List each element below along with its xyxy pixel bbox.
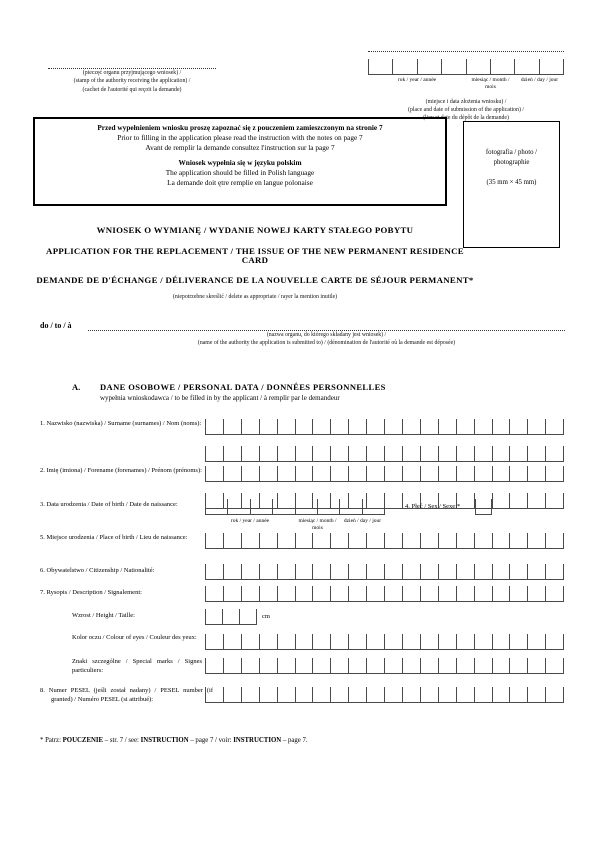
comb-cell bbox=[438, 446, 456, 461]
surname-comb-row2[interactable] bbox=[205, 446, 564, 462]
footnote-text: – str. 7 / see: bbox=[103, 737, 141, 744]
comb-cell bbox=[205, 499, 227, 514]
comb-cell bbox=[384, 493, 402, 508]
comb-cell bbox=[392, 59, 416, 74]
comb-cell bbox=[366, 533, 384, 548]
comb-cell bbox=[509, 533, 527, 548]
comb-cell bbox=[295, 446, 313, 461]
comb-cell bbox=[312, 564, 330, 579]
comb-cell bbox=[277, 419, 295, 434]
comb-cell bbox=[227, 499, 249, 514]
field-label-description: 7. Rysopis / Description / Signalement: bbox=[40, 589, 142, 596]
comb-cell bbox=[362, 499, 384, 514]
comb-cell bbox=[441, 59, 465, 74]
comb-cell bbox=[384, 466, 402, 481]
surname-comb-row1[interactable] bbox=[205, 419, 564, 435]
comb-cell bbox=[475, 499, 491, 514]
comb-cell bbox=[420, 446, 438, 461]
stamp-fill-line[interactable] bbox=[48, 61, 216, 69]
comb-cell bbox=[259, 586, 277, 601]
comb-cell bbox=[312, 446, 330, 461]
comb-cell bbox=[402, 658, 420, 673]
comb-cell bbox=[384, 419, 402, 434]
comb-cell bbox=[527, 533, 545, 548]
comb-cell bbox=[205, 609, 222, 624]
citizenship-comb[interactable] bbox=[205, 564, 564, 580]
comb-cell bbox=[490, 59, 514, 74]
comb-cell bbox=[539, 59, 563, 74]
comb-cell bbox=[492, 493, 510, 508]
date-label-year: rok / year / année bbox=[230, 518, 270, 524]
special-marks-comb[interactable] bbox=[205, 658, 564, 674]
footnote-text: – page 7 / voir: bbox=[188, 737, 234, 744]
comb-cell bbox=[545, 687, 563, 702]
comb-cell bbox=[348, 446, 366, 461]
comb-cell bbox=[241, 634, 259, 649]
comb-cell bbox=[384, 586, 402, 601]
footnote-text: – page 7. bbox=[281, 737, 308, 744]
stamp-block bbox=[48, 61, 216, 94]
comb-cell bbox=[330, 564, 348, 579]
comb-cell bbox=[241, 586, 259, 601]
comb-cell bbox=[239, 609, 256, 624]
comb-cell bbox=[456, 466, 474, 481]
comb-cell bbox=[295, 419, 313, 434]
comb-cell bbox=[259, 564, 277, 579]
comb-cell bbox=[222, 609, 239, 624]
comb-cell bbox=[348, 658, 366, 673]
comb-cell bbox=[223, 634, 241, 649]
comb-cell bbox=[527, 564, 545, 579]
comb-cell bbox=[438, 533, 456, 548]
comb-cell bbox=[312, 533, 330, 548]
comb-cell bbox=[402, 533, 420, 548]
comb-cell bbox=[438, 586, 456, 601]
comb-cell bbox=[509, 493, 527, 508]
title-english: APPLICATION FOR THE REPLACEMENT / THE ISSUE OF THE NEW PERMANENT RESIDENCE CARD bbox=[46, 246, 464, 265]
comb-cell bbox=[384, 446, 402, 461]
comb-cell bbox=[330, 466, 348, 481]
field-label-eye-colour: Kolor oczu / Colour of eyes / Couleur des yeux: bbox=[72, 634, 197, 641]
comb-cell bbox=[223, 658, 241, 673]
comb-cell bbox=[438, 687, 456, 702]
comb-cell bbox=[492, 446, 510, 461]
comb-cell bbox=[527, 466, 545, 481]
date-label-month: miesiąc / month / mois bbox=[298, 518, 337, 531]
submission-caption-en: (place and date of submission of the application) / bbox=[408, 107, 524, 113]
comb-cell bbox=[259, 687, 277, 702]
comb-cell bbox=[420, 466, 438, 481]
comb-cell bbox=[330, 658, 348, 673]
notice-pl-bold: Przed wypełnieniem wniosku proszę zapoznać się z pouczeniem zamieszczonym na stronie 7 bbox=[97, 123, 383, 132]
comb-cell bbox=[466, 59, 490, 74]
comb-cell bbox=[348, 419, 366, 434]
field-label-special-marks: Znaki szczególne / Special marks / Signes particuliers: bbox=[72, 658, 202, 674]
comb-cell bbox=[384, 658, 402, 673]
comb-cell bbox=[545, 634, 563, 649]
date-label-year: rok / year / année bbox=[397, 77, 437, 83]
comb-cell bbox=[366, 564, 384, 579]
addressee-caption-pl: (nazwa organu, do którego składany jest wniosek) / bbox=[266, 332, 387, 338]
comb-cell bbox=[456, 419, 474, 434]
photo-label-2: photographie bbox=[493, 159, 530, 166]
notice2-pl-bold: Wniosek wypełnia się w języku polskim bbox=[178, 158, 302, 167]
comb-cell bbox=[545, 446, 563, 461]
forename-comb-row1[interactable] bbox=[205, 466, 564, 482]
stamp-caption-pl: (pieczęć organu przyjmującego wniosek) / bbox=[82, 70, 182, 76]
comb-cell bbox=[456, 634, 474, 649]
comb-cell bbox=[514, 59, 538, 74]
comb-cell bbox=[295, 533, 313, 548]
comb-cell bbox=[492, 564, 510, 579]
comb-cell bbox=[241, 687, 259, 702]
comb-cell bbox=[492, 658, 510, 673]
birth-date-comb[interactable] bbox=[205, 499, 385, 515]
addressee-caption-en-fr: (name of the authority the application is submitted to) / (dénomination de l'autorité où la demande est déposée) bbox=[197, 340, 456, 347]
field-label-sex: 4. Płeć / Sex / Sexe:* bbox=[405, 503, 461, 510]
comb-cell bbox=[366, 419, 384, 434]
comb-cell bbox=[295, 658, 313, 673]
comb-cell bbox=[366, 586, 384, 601]
footnote-bold: POUCZENIE bbox=[62, 737, 104, 744]
comb-cell bbox=[384, 533, 402, 548]
submission-fill-line[interactable] bbox=[368, 44, 564, 52]
comb-cell bbox=[527, 586, 545, 601]
section-a-letter: A. bbox=[72, 382, 81, 392]
comb-cell bbox=[402, 466, 420, 481]
section-a-heading: DANE OSOBOWE / PERSONAL DATA / DONNÉES PERSONNELLES bbox=[100, 382, 386, 392]
comb-cell bbox=[205, 658, 223, 673]
section-a-subheading: wypełnia wnioskodawca / to be filled in by the applicant / à remplir par le demandeur bbox=[100, 394, 340, 402]
comb-cell bbox=[509, 586, 527, 601]
comb-cell bbox=[205, 419, 223, 434]
comb-cell bbox=[492, 419, 510, 434]
comb-cell bbox=[312, 466, 330, 481]
comb-cell bbox=[417, 59, 441, 74]
comb-cell bbox=[259, 533, 277, 548]
comb-cell bbox=[527, 634, 545, 649]
comb-cell bbox=[545, 419, 563, 434]
comb-cell bbox=[330, 533, 348, 548]
birth-date-labels bbox=[205, 518, 385, 532]
sex-box[interactable] bbox=[475, 499, 492, 515]
comb-cell bbox=[348, 564, 366, 579]
comb-cell bbox=[545, 564, 563, 579]
height-comb[interactable] bbox=[205, 609, 257, 625]
comb-cell bbox=[456, 586, 474, 601]
comb-cell bbox=[250, 499, 272, 514]
comb-cell bbox=[474, 586, 492, 601]
comb-cell bbox=[295, 634, 313, 649]
comb-cell bbox=[384, 634, 402, 649]
comb-cell bbox=[259, 466, 277, 481]
comb-cell bbox=[348, 634, 366, 649]
comb-cell bbox=[509, 446, 527, 461]
comb-cell bbox=[241, 446, 259, 461]
comb-cell bbox=[420, 533, 438, 548]
comb-cell bbox=[420, 586, 438, 601]
eye-colour-comb[interactable] bbox=[205, 634, 564, 650]
comb-cell bbox=[241, 419, 259, 434]
comb-cell bbox=[277, 446, 295, 461]
notice-en: Prior to filling in the application please read the instruction with the notes on page 7 bbox=[117, 133, 363, 142]
comb-cell bbox=[474, 446, 492, 461]
comb-cell bbox=[259, 658, 277, 673]
comb-cell bbox=[420, 419, 438, 434]
height-unit: cm bbox=[262, 613, 270, 620]
footnote-bold: INSTRUCTION bbox=[233, 737, 282, 744]
stamp-caption-fr: (cachet de l'autorité qui reçoit la demande) bbox=[82, 86, 182, 93]
comb-cell bbox=[527, 446, 545, 461]
comb-cell bbox=[295, 466, 313, 481]
comb-cell bbox=[205, 564, 223, 579]
comb-cell bbox=[366, 446, 384, 461]
comb-cell bbox=[223, 586, 241, 601]
comb-cell bbox=[474, 419, 492, 434]
comb-cell bbox=[366, 658, 384, 673]
notice-fr: Avant de remplir la demande consultez l'instruction sur la page 7 bbox=[145, 143, 335, 152]
addressee-label: do / to / à bbox=[40, 321, 72, 330]
comb-cell bbox=[474, 658, 492, 673]
field-label-pesel: 8. Numer PESEL (jeśli został nadany) / PESEL number (if granted) / Numéro PESEL (si attribué): bbox=[40, 687, 213, 703]
submission-caption-pl: (miejsce i data złożenia wniosku) / bbox=[425, 98, 507, 105]
comb-cell bbox=[456, 564, 474, 579]
comb-cell bbox=[545, 658, 563, 673]
comb-cell bbox=[348, 466, 366, 481]
field-label-forename: 2. Imię (imiona) / Forename (forenames) / Prénom (prénoms): bbox=[40, 467, 202, 474]
addressee-fill-line[interactable] bbox=[88, 323, 565, 331]
addressee-line-wrap bbox=[88, 323, 565, 348]
comb-cell bbox=[456, 446, 474, 461]
comb-cell bbox=[402, 586, 420, 601]
comb-cell bbox=[295, 687, 313, 702]
comb-cell bbox=[312, 419, 330, 434]
comb-cell bbox=[241, 533, 259, 548]
comb-cell bbox=[348, 533, 366, 548]
comb-cell bbox=[509, 466, 527, 481]
footnote bbox=[40, 736, 560, 745]
comb-cell bbox=[368, 59, 392, 74]
notice2-en: The application should be filled in Polish language bbox=[165, 168, 315, 177]
submission-block bbox=[368, 44, 564, 123]
comb-cell bbox=[277, 466, 295, 481]
comb-cell bbox=[205, 687, 223, 702]
comb-cell bbox=[456, 658, 474, 673]
comb-cell bbox=[223, 446, 241, 461]
comb-cell bbox=[259, 634, 277, 649]
comb-cell bbox=[277, 564, 295, 579]
birth-place-comb[interactable] bbox=[205, 533, 564, 549]
footnote-text: * Patrz: bbox=[40, 737, 63, 744]
comb-cell bbox=[277, 658, 295, 673]
field-label-birth-place: 5. Miejsce urodzenia / Place of birth / Lieu de naissance: bbox=[40, 534, 188, 541]
comb-cell bbox=[402, 419, 420, 434]
comb-cell bbox=[312, 687, 330, 702]
comb-cell bbox=[384, 564, 402, 579]
submission-caption-fr: (lieu et date du dépôt de la demande) bbox=[423, 115, 509, 122]
date-label-day: dzień / day / jour bbox=[343, 518, 382, 524]
field-label-height: Wzrost / Height / Taille: bbox=[72, 612, 135, 619]
comb-cell bbox=[277, 586, 295, 601]
comb-cell bbox=[295, 499, 317, 514]
comb-cell bbox=[545, 493, 563, 508]
comb-cell bbox=[474, 466, 492, 481]
comb-cell bbox=[509, 687, 527, 702]
comb-cell bbox=[205, 634, 223, 649]
title-note: (niepotrzebne skreślić / delete as appropriate / rayer la mention inutile) bbox=[172, 294, 338, 300]
comb-cell bbox=[384, 687, 402, 702]
comb-cell bbox=[330, 419, 348, 434]
comb-cell bbox=[492, 687, 510, 702]
comb-cell bbox=[438, 564, 456, 579]
comb-cell bbox=[277, 533, 295, 548]
comb-cell bbox=[438, 658, 456, 673]
photo-box bbox=[463, 121, 560, 248]
comb-cell bbox=[492, 634, 510, 649]
comb-cell bbox=[402, 564, 420, 579]
comb-cell bbox=[223, 533, 241, 548]
comb-cell bbox=[545, 533, 563, 548]
comb-cell bbox=[205, 586, 223, 601]
comb-cell bbox=[509, 419, 527, 434]
comb-cell bbox=[272, 499, 294, 514]
comb-cell bbox=[438, 634, 456, 649]
comb-cell bbox=[223, 564, 241, 579]
date-label-month: miesiąc / month / mois bbox=[471, 77, 510, 90]
footnote-bold: INSTRUCTION bbox=[140, 737, 189, 744]
field-label-birth-date: 3. Data urodzenia / Date of birth / Date de naissance: bbox=[40, 501, 178, 508]
comb-cell bbox=[330, 634, 348, 649]
comb-cell bbox=[330, 687, 348, 702]
comb-cell bbox=[420, 687, 438, 702]
comb-cell bbox=[330, 446, 348, 461]
notice2-fr: La demande doit ętre remplie en langue polonaise bbox=[167, 178, 313, 187]
comb-cell bbox=[241, 658, 259, 673]
comb-cell bbox=[259, 419, 277, 434]
submission-date-labels bbox=[368, 77, 564, 91]
comb-cell bbox=[474, 634, 492, 649]
comb-cell bbox=[420, 634, 438, 649]
comb-cell bbox=[241, 466, 259, 481]
pesel-comb[interactable] bbox=[205, 687, 564, 703]
comb-cell bbox=[545, 586, 563, 601]
comb-cell bbox=[438, 419, 456, 434]
comb-cell bbox=[366, 687, 384, 702]
comb-cell bbox=[317, 499, 339, 514]
title-polish: WNIOSEK O WYMIANĘ / WYDANIE NOWEJ KARTY STAŁEGO POBYTU bbox=[96, 225, 414, 235]
section-a-header bbox=[72, 382, 532, 402]
photo-size: (35 mm × 45 mm) bbox=[486, 179, 537, 186]
comb-cell bbox=[456, 687, 474, 702]
comb-cell bbox=[312, 658, 330, 673]
comb-cell bbox=[205, 446, 223, 461]
comb-cell bbox=[277, 634, 295, 649]
comb-cell bbox=[492, 466, 510, 481]
comb-cell bbox=[420, 564, 438, 579]
comb-cell bbox=[545, 466, 563, 481]
comb-cell bbox=[223, 687, 241, 702]
comb-cell bbox=[509, 564, 527, 579]
comb-cell bbox=[366, 466, 384, 481]
comb-cell bbox=[527, 419, 545, 434]
comb-cell bbox=[366, 634, 384, 649]
comb-cell bbox=[223, 419, 241, 434]
comb-cell bbox=[259, 446, 277, 461]
comb-cell bbox=[492, 586, 510, 601]
comb-cell bbox=[223, 466, 241, 481]
comb-cell bbox=[492, 533, 510, 548]
date-label-day: dzień / day / jour bbox=[520, 77, 559, 83]
photo-label-1: fotografia / photo / bbox=[485, 149, 538, 156]
form-title bbox=[35, 226, 475, 301]
submission-date-comb[interactable] bbox=[368, 59, 564, 75]
comb-cell bbox=[527, 493, 545, 508]
comb-cell bbox=[527, 658, 545, 673]
comb-cell bbox=[509, 634, 527, 649]
field-label-surname: 1. Nazwisko (nazwiska) / Surname (surnames) / Nom (noms): bbox=[40, 420, 202, 427]
comb-cell bbox=[402, 634, 420, 649]
comb-cell bbox=[474, 533, 492, 548]
comb-cell bbox=[205, 533, 223, 548]
comb-cell bbox=[402, 687, 420, 702]
comb-cell bbox=[277, 687, 295, 702]
comb-cell bbox=[527, 687, 545, 702]
comb-cell bbox=[420, 658, 438, 673]
comb-cell bbox=[474, 564, 492, 579]
description-comb[interactable] bbox=[205, 586, 564, 602]
comb-cell bbox=[348, 586, 366, 601]
comb-cell bbox=[339, 499, 361, 514]
field-label-citizenship: 6. Obywatelstwo / Citizenship / Nationalité: bbox=[40, 567, 155, 574]
notice-box bbox=[33, 117, 447, 206]
comb-cell bbox=[438, 466, 456, 481]
comb-cell bbox=[402, 446, 420, 461]
comb-cell bbox=[295, 564, 313, 579]
comb-cell bbox=[312, 634, 330, 649]
comb-cell bbox=[205, 466, 223, 481]
stamp-caption-en: (stamp of the authority receiving the application) / bbox=[73, 78, 191, 85]
comb-cell bbox=[474, 687, 492, 702]
comb-cell bbox=[348, 687, 366, 702]
comb-cell bbox=[330, 586, 348, 601]
comb-cell bbox=[509, 658, 527, 673]
comb-cell bbox=[241, 564, 259, 579]
title-french: DEMANDE DE D'ÉCHANGE / DÉLIVERANCE DE LA NOUVELLE CARTE DE SÉJOUR PERMANENT* bbox=[36, 275, 474, 285]
comb-cell bbox=[295, 586, 313, 601]
comb-cell bbox=[312, 586, 330, 601]
comb-cell bbox=[456, 533, 474, 548]
